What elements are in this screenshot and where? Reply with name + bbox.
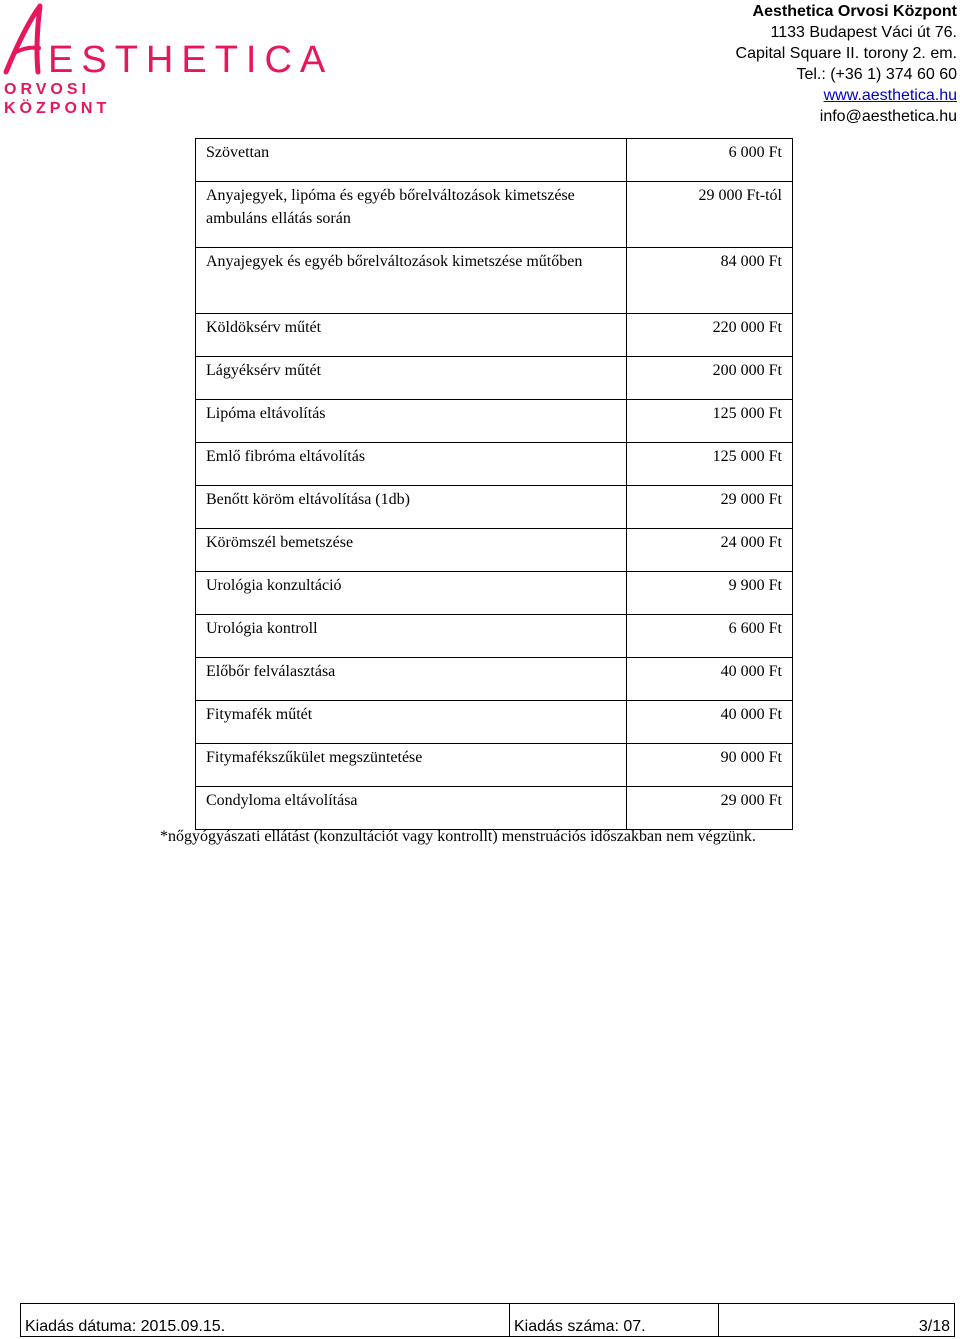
service-price: 29 000 Ft — [627, 787, 793, 830]
service-name: Anyajegyek és egyéb bőrelváltozások kimetszése műtőben — [196, 248, 627, 314]
email-address: info@aesthetica.hu — [819, 108, 957, 125]
service-name: Condyloma eltávolítása — [196, 787, 627, 830]
price-row — [196, 787, 793, 830]
service-name: Benőtt köröm eltávolítása (1db) — [196, 486, 627, 529]
service-price: 90 000 Ft — [627, 744, 793, 787]
service-name: Emlő fibróma eltávolítás — [196, 443, 627, 486]
price-table-body — [196, 139, 793, 830]
price-row — [196, 658, 793, 701]
service-price: 6 600 Ft — [627, 615, 793, 658]
service-price: 125 000 Ft — [627, 400, 793, 443]
aesthetica-logo — [0, 0, 334, 120]
service-price: 84 000 Ft — [627, 248, 793, 314]
service-price: 40 000 Ft — [627, 658, 793, 701]
logo-wordmark: ESTHETICA — [48, 39, 334, 81]
service-name: Anyajegyek, lipóma és egyéb bőrelváltozások kimetszése ambuláns ellátás során — [196, 182, 627, 248]
service-name: Urológia konzultáció — [196, 572, 627, 615]
logo-tagline-line2: KÖZPONT — [4, 100, 111, 117]
service-price: 40 000 Ft — [627, 701, 793, 744]
price-row — [196, 443, 793, 486]
contact-block — [736, 1, 957, 127]
service-name: Szövettan — [196, 139, 627, 182]
price-row — [196, 314, 793, 357]
page-number: 3/18 — [719, 1304, 955, 1337]
service-name: Fitymafékszűkület megszüntetése — [196, 744, 627, 787]
price-table — [195, 138, 793, 830]
price-row — [196, 182, 793, 248]
website-link[interactable]: www.aesthetica.hu — [823, 87, 957, 104]
service-name: Köldöksérv műtét — [196, 314, 627, 357]
service-price: 9 900 Ft — [627, 572, 793, 615]
service-price: 125 000 Ft — [627, 443, 793, 486]
phone-number: Tel.: (+36 1) 374 60 60 — [796, 66, 957, 83]
service-name: Körömszél bemetszése — [196, 529, 627, 572]
price-row — [196, 744, 793, 787]
service-price: 6 000 Ft — [627, 139, 793, 182]
logo-graphic — [0, 0, 334, 120]
service-price: 24 000 Ft — [627, 529, 793, 572]
service-name: Lipóma eltávolítás — [196, 400, 627, 443]
issue-number: Kiadás száma: 07. — [510, 1304, 719, 1337]
clinic-name: Aesthetica Orvosi Központ — [752, 3, 957, 20]
price-row — [196, 615, 793, 658]
footnote: *nőgyógyászati ellátást (konzultációt vagy kontrollt) menstruációs időszakban nem végzünk. — [160, 828, 756, 845]
price-row — [196, 701, 793, 744]
price-row — [196, 357, 793, 400]
service-price: 220 000 Ft — [627, 314, 793, 357]
service-price: 200 000 Ft — [627, 357, 793, 400]
price-row — [196, 486, 793, 529]
service-price: 29 000 Ft-tól — [627, 182, 793, 248]
address-line-2: Capital Square II. torony 2. em. — [735, 45, 957, 62]
service-name: Előbőr felválasztása — [196, 658, 627, 701]
logo-tagline-line1: ORVOSI — [4, 81, 90, 98]
service-price: 29 000 Ft — [627, 486, 793, 529]
service-name: Lágyéksérv műtét — [196, 357, 627, 400]
price-row — [196, 529, 793, 572]
price-row — [196, 400, 793, 443]
price-row — [196, 248, 793, 314]
price-row — [196, 572, 793, 615]
service-name: Fitymafék műtét — [196, 701, 627, 744]
logo-a-mark — [6, 6, 40, 72]
page-footer — [20, 1303, 955, 1337]
service-name: Urológia kontroll — [196, 615, 627, 658]
address-line-1: 1133 Budapest Váci út 76. — [770, 24, 957, 41]
price-row — [196, 139, 793, 182]
issue-date: Kiadás dátuma: 2015.09.15. — [21, 1304, 510, 1337]
